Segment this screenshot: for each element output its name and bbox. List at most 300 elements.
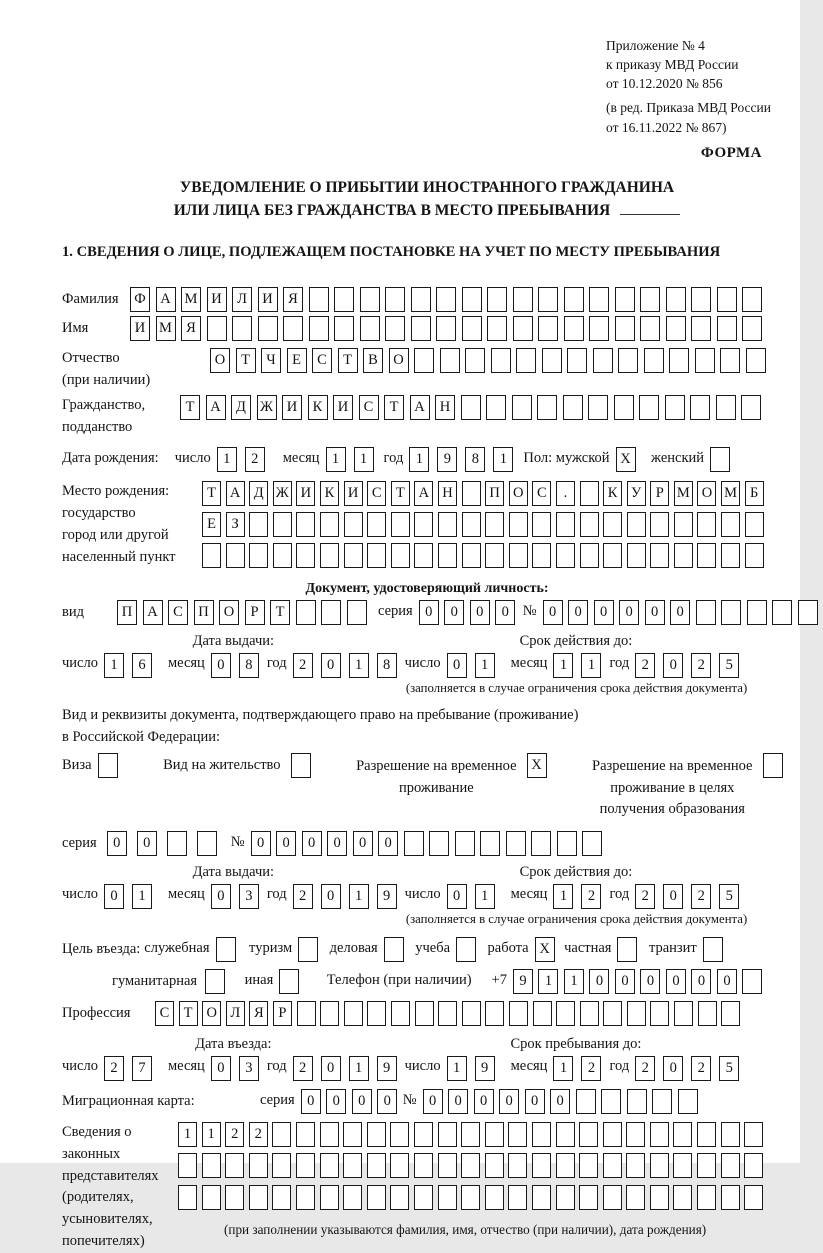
rvp-number-cell[interactable]: 0: [327, 831, 347, 856]
doc-number-cell[interactable]: 0: [645, 600, 665, 625]
given-name-cell[interactable]: [309, 316, 329, 341]
issue-year-cell[interactable]: 0: [321, 653, 341, 678]
representative-cell[interactable]: [390, 1185, 409, 1210]
birth-place-cell[interactable]: К: [320, 481, 339, 506]
stay-year-cell[interactable]: 5: [719, 1056, 739, 1081]
profession-cell[interactable]: С: [155, 1001, 174, 1026]
valid-month-cell[interactable]: 1: [581, 653, 601, 678]
representative-cell[interactable]: [579, 1153, 598, 1178]
doc-series-cell[interactable]: 0: [444, 600, 464, 625]
surname-cell[interactable]: [487, 287, 507, 312]
birth-place-cell[interactable]: [627, 512, 646, 537]
rvp-number-cell[interactable]: [455, 831, 475, 856]
birth-place-cell[interactable]: [414, 512, 433, 537]
profession-cell[interactable]: О: [202, 1001, 221, 1026]
surname-cell[interactable]: [717, 287, 737, 312]
birth-place-cell[interactable]: [745, 543, 764, 568]
representative-cell[interactable]: [650, 1185, 669, 1210]
patronymic-cell[interactable]: [644, 348, 664, 373]
patronymic-cell[interactable]: [593, 348, 613, 373]
patronymic-cell[interactable]: [669, 348, 689, 373]
rvp-number-cell[interactable]: [480, 831, 500, 856]
given-name-cell[interactable]: [462, 316, 482, 341]
birth-place-cell[interactable]: А: [414, 481, 433, 506]
doc-type-cell[interactable]: [296, 600, 316, 625]
birth-place-cell[interactable]: [603, 543, 622, 568]
surname-cell[interactable]: [385, 287, 405, 312]
birth-place-cell[interactable]: .: [556, 481, 575, 506]
profession-cell[interactable]: [462, 1001, 481, 1026]
valid-month-cell[interactable]: 1: [553, 653, 573, 678]
representative-cell[interactable]: [320, 1153, 339, 1178]
patronymic-cell[interactable]: [491, 348, 511, 373]
birth-place-cell[interactable]: [509, 512, 528, 537]
patronymic-cell[interactable]: О: [389, 348, 409, 373]
birth-year-cell[interactable]: 1: [409, 447, 429, 472]
valid-year-cell[interactable]: 2: [635, 653, 655, 678]
birth-place-cell[interactable]: [414, 543, 433, 568]
mig-series-cell[interactable]: 0: [326, 1089, 346, 1114]
issue-day-cell[interactable]: 6: [132, 653, 152, 678]
doc-type-cell[interactable]: А: [143, 600, 163, 625]
given-name-cell[interactable]: Я: [181, 316, 201, 341]
given-name-cell[interactable]: [436, 316, 456, 341]
issue-month-cell[interactable]: 0: [211, 653, 231, 678]
rvp-number-cell[interactable]: [531, 831, 551, 856]
citizenship-cell[interactable]: [716, 395, 736, 420]
surname-cell[interactable]: А: [156, 287, 176, 312]
residence-permit-checkbox[interactable]: [291, 753, 311, 778]
doc-type-cell[interactable]: П: [117, 600, 137, 625]
doc-number-cell[interactable]: [772, 600, 792, 625]
representative-cell[interactable]: 2: [249, 1122, 268, 1147]
birth-place-cell[interactable]: [273, 512, 292, 537]
rvp-series-cell[interactable]: [197, 831, 217, 856]
representative-cell[interactable]: 2: [225, 1122, 244, 1147]
birth-place-cell[interactable]: Е: [202, 512, 221, 537]
rvp-number-cell[interactable]: [557, 831, 577, 856]
phone-digit-cell[interactable]: 0: [589, 969, 609, 994]
profession-cell[interactable]: Т: [179, 1001, 198, 1026]
mig-number-cell[interactable]: [576, 1089, 596, 1114]
citizenship-cell[interactable]: Т: [384, 395, 404, 420]
patronymic-cell[interactable]: Т: [338, 348, 358, 373]
doc-type-cell[interactable]: П: [194, 600, 214, 625]
surname-cell[interactable]: Ф: [130, 287, 150, 312]
rvp-issue-day-cell[interactable]: 0: [104, 884, 124, 909]
birth-place-cell[interactable]: О: [697, 481, 716, 506]
representative-cell[interactable]: [272, 1153, 291, 1178]
representative-cell[interactable]: [272, 1122, 291, 1147]
rvp-series-cell[interactable]: 0: [107, 831, 127, 856]
mig-number-cell[interactable]: 0: [550, 1089, 570, 1114]
doc-type-cell[interactable]: Р: [245, 600, 265, 625]
temp-residence-checkbox[interactable]: X: [527, 753, 547, 778]
birth-place-cell[interactable]: [367, 512, 386, 537]
purpose-tourism-checkbox[interactable]: [298, 937, 318, 962]
phone-digit-cell[interactable]: 1: [564, 969, 584, 994]
doc-number-cell[interactable]: 0: [594, 600, 614, 625]
doc-type-cell[interactable]: О: [219, 600, 239, 625]
citizenship-cell[interactable]: К: [308, 395, 328, 420]
phone-digit-cell[interactable]: 0: [615, 969, 635, 994]
citizenship-cell[interactable]: [537, 395, 557, 420]
doc-type-cell[interactable]: С: [168, 600, 188, 625]
representative-cell[interactable]: [744, 1185, 763, 1210]
male-checkbox[interactable]: X: [616, 447, 636, 472]
patronymic-cell[interactable]: [695, 348, 715, 373]
surname-cell[interactable]: [564, 287, 584, 312]
purpose-official-checkbox[interactable]: [216, 937, 236, 962]
patronymic-cell[interactable]: [542, 348, 562, 373]
stay-month-cell[interactable]: 1: [553, 1056, 573, 1081]
birth-place-cell[interactable]: [438, 543, 457, 568]
birth-place-cell[interactable]: [273, 543, 292, 568]
citizenship-cell[interactable]: С: [359, 395, 379, 420]
birth-place-cell[interactable]: [296, 543, 315, 568]
citizenship-cell[interactable]: [588, 395, 608, 420]
surname-cell[interactable]: [309, 287, 329, 312]
birth-place-cell[interactable]: [745, 512, 764, 537]
birth-place-cell[interactable]: К: [603, 481, 622, 506]
representative-cell[interactable]: [367, 1185, 386, 1210]
given-name-cell[interactable]: [513, 316, 533, 341]
birth-place-cell[interactable]: О: [509, 481, 528, 506]
valid-year-cell[interactable]: 2: [691, 653, 711, 678]
given-name-cell[interactable]: [666, 316, 686, 341]
representative-cell[interactable]: [744, 1153, 763, 1178]
purpose-humanitarian-checkbox[interactable]: [205, 969, 225, 994]
profession-cell[interactable]: [627, 1001, 646, 1026]
given-name-cell[interactable]: [283, 316, 303, 341]
rvp-number-cell[interactable]: 0: [251, 831, 271, 856]
given-name-cell[interactable]: [232, 316, 252, 341]
citizenship-cell[interactable]: [461, 395, 481, 420]
birth-place-cell[interactable]: [202, 543, 221, 568]
representative-cell[interactable]: [673, 1185, 692, 1210]
valid-day-cell[interactable]: 1: [475, 653, 495, 678]
citizenship-cell[interactable]: [512, 395, 532, 420]
surname-cell[interactable]: [411, 287, 431, 312]
representative-cell[interactable]: [414, 1153, 433, 1178]
patronymic-cell[interactable]: [567, 348, 587, 373]
entry-month-cell[interactable]: 0: [211, 1056, 231, 1081]
given-name-cell[interactable]: [691, 316, 711, 341]
temp-residence-edu-checkbox[interactable]: [763, 753, 783, 778]
representative-cell[interactable]: [461, 1153, 480, 1178]
citizenship-cell[interactable]: [614, 395, 634, 420]
surname-cell[interactable]: [462, 287, 482, 312]
representative-cell[interactable]: [414, 1185, 433, 1210]
representative-cell[interactable]: [532, 1185, 551, 1210]
birth-year-cell[interactable]: 8: [465, 447, 485, 472]
representative-cell[interactable]: [225, 1185, 244, 1210]
rvp-valid-month-cell[interactable]: 1: [553, 884, 573, 909]
given-name-cell[interactable]: [334, 316, 354, 341]
profession-cell[interactable]: [698, 1001, 717, 1026]
citizenship-cell[interactable]: А: [410, 395, 430, 420]
surname-cell[interactable]: [615, 287, 635, 312]
representative-cell[interactable]: [744, 1122, 763, 1147]
citizenship-cell[interactable]: [639, 395, 659, 420]
issue-year-cell[interactable]: 2: [293, 653, 313, 678]
birth-place-cell[interactable]: [580, 543, 599, 568]
patronymic-cell[interactable]: [414, 348, 434, 373]
purpose-transit-checkbox[interactable]: [703, 937, 723, 962]
citizenship-cell[interactable]: А: [206, 395, 226, 420]
profession-cell[interactable]: [603, 1001, 622, 1026]
valid-year-cell[interactable]: 5: [719, 653, 739, 678]
profession-cell[interactable]: [320, 1001, 339, 1026]
birth-place-cell[interactable]: [509, 543, 528, 568]
birth-place-cell[interactable]: [320, 512, 339, 537]
profession-cell[interactable]: [367, 1001, 386, 1026]
birth-place-cell[interactable]: А: [226, 481, 245, 506]
citizenship-cell[interactable]: И: [282, 395, 302, 420]
profession-cell[interactable]: [674, 1001, 693, 1026]
mig-number-cell[interactable]: 0: [525, 1089, 545, 1114]
surname-cell[interactable]: [538, 287, 558, 312]
birth-place-cell[interactable]: [650, 512, 669, 537]
patronymic-cell[interactable]: [516, 348, 536, 373]
birth-month-cell[interactable]: 1: [326, 447, 346, 472]
representative-cell[interactable]: [272, 1185, 291, 1210]
birth-place-cell[interactable]: У: [627, 481, 646, 506]
representative-cell[interactable]: [461, 1185, 480, 1210]
representative-cell[interactable]: [556, 1153, 575, 1178]
birth-day-cell[interactable]: 1: [217, 447, 237, 472]
citizenship-cell[interactable]: Н: [435, 395, 455, 420]
birth-place-cell[interactable]: М: [674, 481, 693, 506]
profession-cell[interactable]: Л: [226, 1001, 245, 1026]
representative-cell[interactable]: [579, 1185, 598, 1210]
profession-cell[interactable]: [438, 1001, 457, 1026]
birth-place-cell[interactable]: Т: [202, 481, 221, 506]
representative-cell[interactable]: [367, 1122, 386, 1147]
rvp-number-cell[interactable]: [404, 831, 424, 856]
patronymic-cell[interactable]: [746, 348, 766, 373]
given-name-cell[interactable]: М: [156, 316, 176, 341]
patronymic-cell[interactable]: [440, 348, 460, 373]
representative-cell[interactable]: [508, 1122, 527, 1147]
birth-place-cell[interactable]: [344, 512, 363, 537]
birth-place-cell[interactable]: И: [344, 481, 363, 506]
representative-cell[interactable]: [485, 1185, 504, 1210]
birth-place-cell[interactable]: [249, 543, 268, 568]
phone-digit-cell[interactable]: [742, 969, 762, 994]
birth-place-cell[interactable]: [367, 543, 386, 568]
representative-cell[interactable]: [320, 1185, 339, 1210]
stay-day-cell[interactable]: 1: [447, 1056, 467, 1081]
birth-place-cell[interactable]: [462, 543, 481, 568]
representative-cell[interactable]: [202, 1153, 221, 1178]
birth-place-cell[interactable]: И: [296, 481, 315, 506]
rvp-number-cell[interactable]: [506, 831, 526, 856]
entry-day-cell[interactable]: 7: [132, 1056, 152, 1081]
female-checkbox[interactable]: [710, 447, 730, 472]
birth-day-cell[interactable]: 2: [245, 447, 265, 472]
representative-cell[interactable]: [296, 1185, 315, 1210]
birth-place-cell[interactable]: [296, 512, 315, 537]
representative-cell[interactable]: [579, 1122, 598, 1147]
phone-digit-cell[interactable]: 0: [666, 969, 686, 994]
birth-place-cell[interactable]: [580, 481, 599, 506]
representative-cell[interactable]: 1: [178, 1122, 197, 1147]
valid-day-cell[interactable]: 0: [447, 653, 467, 678]
entry-year-cell[interactable]: 1: [349, 1056, 369, 1081]
birth-place-cell[interactable]: [485, 512, 504, 537]
representative-cell[interactable]: [343, 1153, 362, 1178]
representative-cell[interactable]: [673, 1153, 692, 1178]
given-name-cell[interactable]: [411, 316, 431, 341]
given-name-cell[interactable]: [717, 316, 737, 341]
rvp-valid-year-cell[interactable]: 2: [691, 884, 711, 909]
birth-place-cell[interactable]: [556, 512, 575, 537]
representative-cell[interactable]: [721, 1122, 740, 1147]
representative-cell[interactable]: [438, 1185, 457, 1210]
surname-cell[interactable]: [436, 287, 456, 312]
birth-place-cell[interactable]: [391, 543, 410, 568]
birth-place-cell[interactable]: [320, 543, 339, 568]
citizenship-cell[interactable]: [741, 395, 761, 420]
citizenship-cell[interactable]: Д: [231, 395, 251, 420]
rvp-issue-month-cell[interactable]: 0: [211, 884, 231, 909]
birth-place-cell[interactable]: [674, 543, 693, 568]
surname-cell[interactable]: [640, 287, 660, 312]
rvp-number-cell[interactable]: [429, 831, 449, 856]
birth-place-cell[interactable]: [391, 512, 410, 537]
birth-place-cell[interactable]: [721, 512, 740, 537]
entry-month-cell[interactable]: 3: [239, 1056, 259, 1081]
citizenship-cell[interactable]: Т: [180, 395, 200, 420]
patronymic-cell[interactable]: Е: [287, 348, 307, 373]
representative-cell[interactable]: [556, 1122, 575, 1147]
surname-cell[interactable]: М: [181, 287, 201, 312]
mig-number-cell[interactable]: 0: [474, 1089, 494, 1114]
birth-place-cell[interactable]: [674, 512, 693, 537]
representative-cell[interactable]: [249, 1153, 268, 1178]
birth-place-cell[interactable]: [532, 512, 551, 537]
mig-series-cell[interactable]: 0: [377, 1089, 397, 1114]
stay-year-cell[interactable]: 2: [635, 1056, 655, 1081]
representative-cell[interactable]: [320, 1122, 339, 1147]
rvp-series-cell[interactable]: 0: [137, 831, 157, 856]
phone-digit-cell[interactable]: 9: [513, 969, 533, 994]
representative-cell[interactable]: [603, 1185, 622, 1210]
mig-number-cell[interactable]: [652, 1089, 672, 1114]
given-name-cell[interactable]: [360, 316, 380, 341]
rvp-number-cell[interactable]: 0: [302, 831, 322, 856]
purpose-work-checkbox[interactable]: X: [535, 937, 555, 962]
purpose-other-checkbox[interactable]: [279, 969, 299, 994]
surname-cell[interactable]: [360, 287, 380, 312]
representative-cell[interactable]: [367, 1153, 386, 1178]
birth-place-cell[interactable]: З: [226, 512, 245, 537]
doc-type-cell[interactable]: [321, 600, 341, 625]
rvp-valid-year-cell[interactable]: 0: [663, 884, 683, 909]
representative-cell[interactable]: [202, 1185, 221, 1210]
citizenship-cell[interactable]: И: [333, 395, 353, 420]
given-name-cell[interactable]: [640, 316, 660, 341]
doc-number-cell[interactable]: 0: [670, 600, 690, 625]
doc-series-cell[interactable]: 0: [470, 600, 490, 625]
representative-cell[interactable]: [697, 1122, 716, 1147]
entry-year-cell[interactable]: 0: [321, 1056, 341, 1081]
doc-series-cell[interactable]: 0: [495, 600, 515, 625]
rvp-issue-year-cell[interactable]: 1: [349, 884, 369, 909]
rvp-number-cell[interactable]: 0: [353, 831, 373, 856]
birth-place-cell[interactable]: [697, 543, 716, 568]
profession-cell[interactable]: [509, 1001, 528, 1026]
profession-cell[interactable]: [297, 1001, 316, 1026]
citizenship-cell[interactable]: [563, 395, 583, 420]
rvp-series-cell[interactable]: [167, 831, 187, 856]
representative-cell[interactable]: [414, 1122, 433, 1147]
given-name-cell[interactable]: [589, 316, 609, 341]
patronymic-cell[interactable]: [618, 348, 638, 373]
given-name-cell[interactable]: [538, 316, 558, 341]
birth-place-cell[interactable]: [438, 512, 457, 537]
representative-cell[interactable]: [343, 1122, 362, 1147]
surname-cell[interactable]: Я: [283, 287, 303, 312]
surname-cell[interactable]: Л: [232, 287, 252, 312]
profession-cell[interactable]: [721, 1001, 740, 1026]
representative-cell[interactable]: [485, 1153, 504, 1178]
doc-number-cell[interactable]: 0: [568, 600, 588, 625]
birth-year-cell[interactable]: 1: [493, 447, 513, 472]
profession-cell[interactable]: Я: [249, 1001, 268, 1026]
purpose-private-checkbox[interactable]: [617, 937, 637, 962]
birth-place-cell[interactable]: [556, 543, 575, 568]
representative-cell[interactable]: [485, 1122, 504, 1147]
profession-cell[interactable]: [344, 1001, 363, 1026]
given-name-cell[interactable]: [564, 316, 584, 341]
stay-month-cell[interactable]: 2: [581, 1056, 601, 1081]
birth-place-cell[interactable]: С: [532, 481, 551, 506]
stay-day-cell[interactable]: 9: [475, 1056, 495, 1081]
given-name-cell[interactable]: [385, 316, 405, 341]
representative-cell[interactable]: [296, 1153, 315, 1178]
birth-year-cell[interactable]: 9: [437, 447, 457, 472]
representative-cell[interactable]: [508, 1185, 527, 1210]
birth-place-cell[interactable]: [580, 512, 599, 537]
rvp-valid-day-cell[interactable]: 1: [475, 884, 495, 909]
surname-cell[interactable]: [334, 287, 354, 312]
patronymic-cell[interactable]: О: [210, 348, 230, 373]
representative-cell[interactable]: [343, 1185, 362, 1210]
rvp-issue-year-cell[interactable]: 2: [293, 884, 313, 909]
representative-cell[interactable]: [178, 1185, 197, 1210]
birth-place-cell[interactable]: [650, 543, 669, 568]
profession-cell[interactable]: [485, 1001, 504, 1026]
birth-place-cell[interactable]: [485, 543, 504, 568]
representative-cell[interactable]: [390, 1122, 409, 1147]
representative-cell[interactable]: [556, 1185, 575, 1210]
citizenship-cell[interactable]: [665, 395, 685, 420]
patronymic-cell[interactable]: Т: [236, 348, 256, 373]
birth-place-cell[interactable]: Д: [249, 481, 268, 506]
citizenship-cell[interactable]: Ж: [257, 395, 277, 420]
rvp-number-cell[interactable]: 0: [378, 831, 398, 856]
representative-cell[interactable]: [508, 1153, 527, 1178]
purpose-study-checkbox[interactable]: [456, 937, 476, 962]
birth-place-cell[interactable]: [462, 481, 481, 506]
doc-series-cell[interactable]: 0: [419, 600, 439, 625]
rvp-valid-day-cell[interactable]: 0: [447, 884, 467, 909]
valid-year-cell[interactable]: 0: [663, 653, 683, 678]
patronymic-cell[interactable]: [720, 348, 740, 373]
mig-number-cell[interactable]: [678, 1089, 698, 1114]
